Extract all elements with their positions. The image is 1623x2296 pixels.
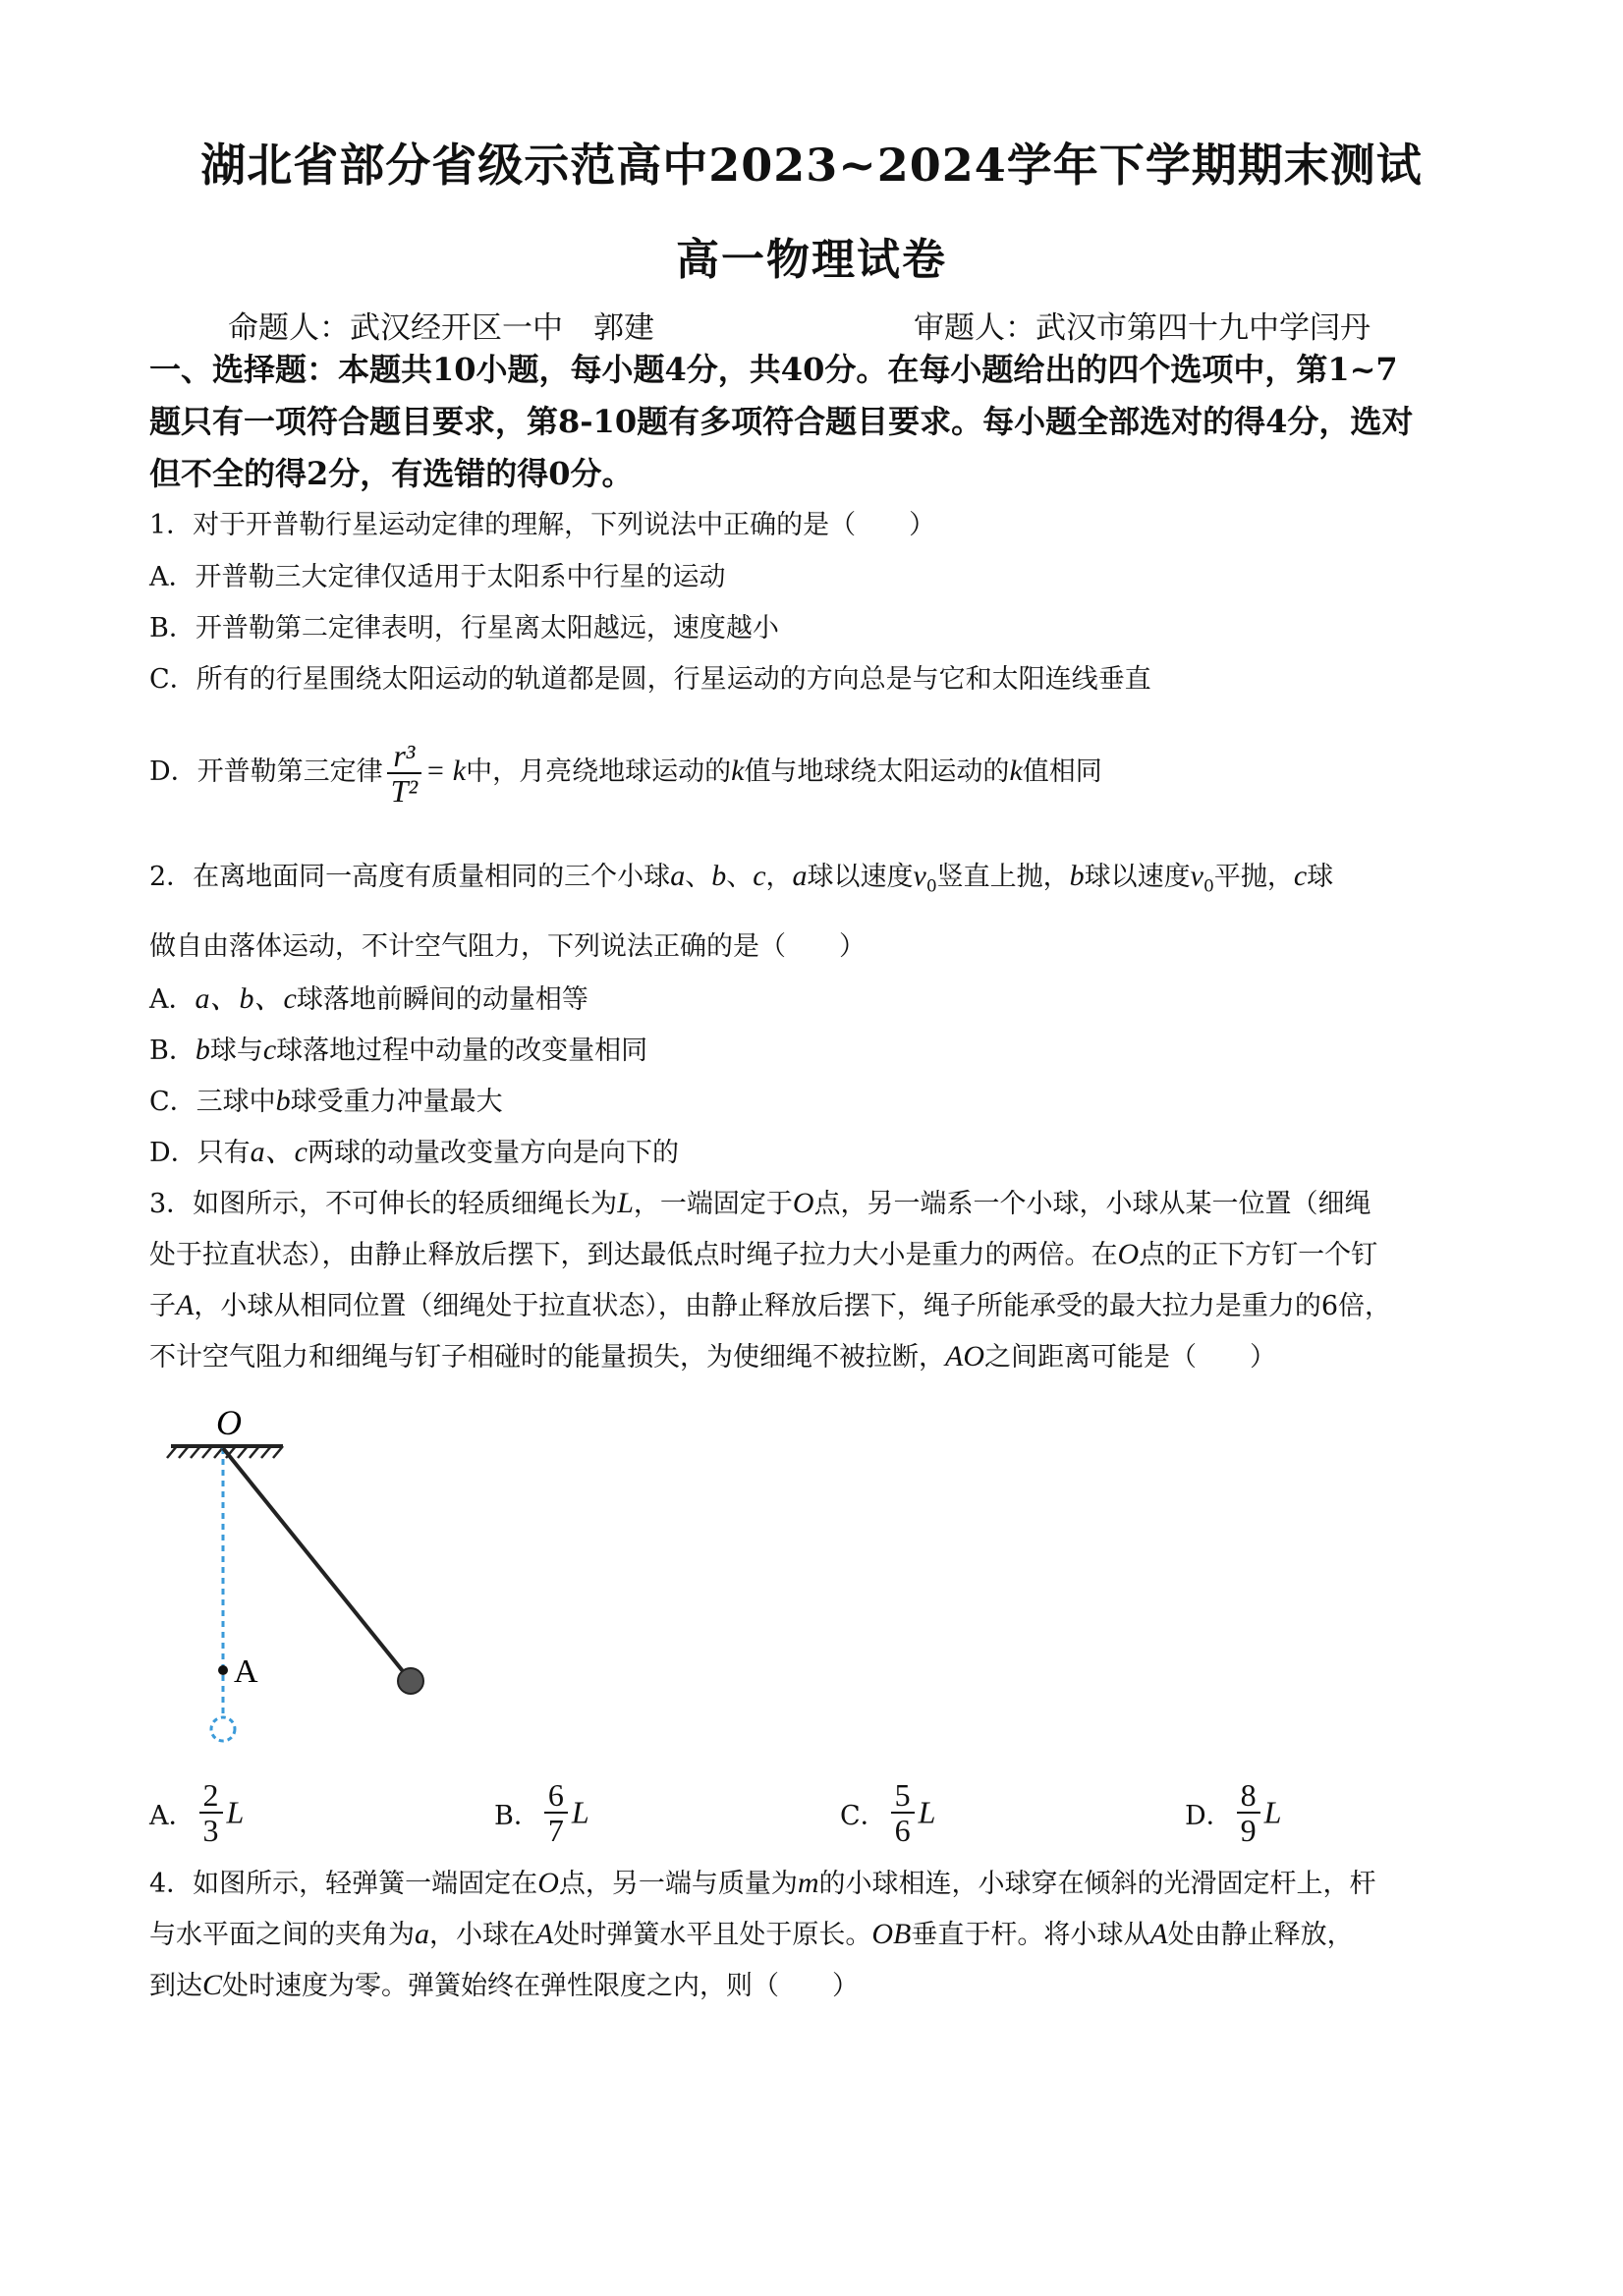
q1-option-a: A．开普勒三大定律仅适用于太阳系中行星的运动: [149, 562, 726, 592]
q2-text: 球: [1307, 862, 1334, 892]
option-text: 球落地前瞬间的动量相等: [296, 984, 588, 1015]
var-c: c: [1293, 860, 1308, 892]
var-L: L: [226, 1794, 245, 1830]
var-A: A: [535, 1918, 554, 1950]
var-A: A: [1149, 1918, 1168, 1950]
q2-text: 球以速度: [1084, 862, 1191, 892]
fraction-numerator: 5: [891, 1778, 915, 1814]
q1-option-c: C．所有的行星围绕太阳运动的轨道都是圆，行星运动的方向总是与它和太阳连线垂直: [149, 664, 1151, 695]
q3-option-a: [149, 1778, 244, 1847]
q1-stem: 1．对于开普勒行星运动定律的理解，下列说法中正确的是（ ）: [149, 510, 936, 540]
q3-text: 不计空气阻力和细绳与钉子相碰时的能量损失，为使细绳不被拉断，: [149, 1342, 945, 1372]
q4-text: ，小球在: [429, 1920, 535, 1950]
q1-option-d: [149, 727, 1102, 816]
var-L: L: [918, 1794, 936, 1830]
q4-text: 垂直于杆。将小球从: [911, 1920, 1150, 1950]
q2-sep: 、: [685, 862, 712, 892]
q1-d-end: 值相同: [1022, 756, 1102, 787]
q3-text: 点的正下方钉一个钉: [1139, 1240, 1378, 1270]
option-fraction: [199, 1778, 223, 1847]
q2-text: 平抛，: [1213, 862, 1294, 892]
instruction-line: 但不全的得2分，有选错的得0分。: [149, 455, 634, 492]
option-vars: a、b、c: [195, 982, 297, 1015]
q1-d-mid2: 值与地球绕太阳运动的: [744, 756, 1010, 787]
q2-stem-line1: [149, 857, 1333, 906]
var-b: b: [1069, 860, 1085, 892]
section-instructions: [149, 344, 1495, 500]
option-label: B．: [149, 1036, 196, 1066]
var-b: b: [711, 860, 727, 892]
q1-d-mid: 中，月亮绕地球运动的: [466, 756, 732, 787]
var-AO: AO: [945, 1340, 984, 1372]
option-label: C．: [840, 1800, 887, 1831]
subscript-0: 0: [925, 876, 937, 897]
q4-text: 处时速度为零。弹簧始终在弹性限度之内，则（ ）: [222, 1971, 860, 2001]
q3-option-d: [1185, 1778, 1281, 1847]
q3-stem-line3: [149, 1286, 1391, 1326]
q4-text: 4．如图所示，轻弹簧一端固定在: [149, 1869, 538, 1899]
var-A: A: [176, 1289, 195, 1321]
q4-text: 到达: [149, 1971, 202, 2001]
string: [223, 1448, 411, 1681]
figure-label-A: A: [234, 1653, 258, 1690]
q2-option-b: [149, 1031, 647, 1071]
q2-stem-line2: 做自由落体运动，不计空气阻力，下列说法正确的是（ ）: [149, 931, 866, 962]
option-vars: a、c: [250, 1136, 308, 1168]
q3-stem-line2: [149, 1235, 1377, 1275]
option-text: D．只有: [149, 1138, 251, 1168]
q3-text: 点，另一端系一个小球，小球从某一位置（细绳: [813, 1189, 1371, 1219]
var-m: m: [797, 1867, 819, 1899]
var-c: c: [262, 1034, 277, 1066]
var-k: k: [1009, 755, 1023, 787]
var-OB: OB: [871, 1918, 912, 1950]
var-k: k: [731, 755, 745, 787]
fraction-denominator: 3: [202, 1813, 219, 1848]
subscript-0: 0: [1203, 876, 1214, 897]
var-b: b: [275, 1085, 291, 1117]
option-label: A．: [149, 984, 196, 1015]
q2-sep: 、: [726, 862, 754, 892]
var-O: O: [792, 1187, 814, 1219]
q3-stem-line1: [149, 1184, 1371, 1224]
option-text: 球与: [209, 1036, 263, 1066]
kepler-fraction: [387, 739, 421, 808]
nail-A: [218, 1665, 228, 1675]
instruction-line: 题只有一项符合题目要求，第8-10题有多项符合题目要求。每小题全部选对的得4分，选对: [149, 403, 1414, 440]
var-alpha: a: [415, 1918, 429, 1950]
option-text: C．三球中: [149, 1087, 276, 1117]
q3-text: 3．如图所示，不可伸长的轻质细绳长为: [149, 1189, 618, 1219]
var-v: v: [1190, 860, 1203, 892]
q2-text: ，: [765, 862, 793, 892]
var-b: b: [195, 1034, 210, 1066]
option-fraction: [891, 1778, 915, 1847]
var-L: L: [571, 1794, 589, 1830]
fraction-numerator: 2: [199, 1778, 223, 1814]
q2-option-d: [149, 1133, 679, 1173]
option-fraction: [544, 1778, 568, 1847]
q1-option-b: B．开普勒第二定律表明，行星离太阳越远，速度越小: [149, 613, 779, 644]
figure-label-O: O: [216, 1403, 242, 1442]
q4-text: 与水平面之间的夹角为: [149, 1920, 415, 1950]
option-text: 球落地过程中动量的改变量相同: [276, 1036, 648, 1066]
q3-text: ，一端固定于: [633, 1189, 793, 1219]
q4-text: 处时弹簧水平且处于原长。: [553, 1920, 872, 1950]
var-O: O: [1117, 1238, 1140, 1270]
q4-stem-line1: [149, 1864, 1376, 1904]
var-C: C: [202, 1969, 223, 2001]
fraction-numerator: r³: [387, 739, 421, 774]
exam-title: 湖北省部分省级示范高中2023~2024学年下学期期末测试: [200, 139, 1423, 192]
q2-option-a: [149, 980, 588, 1020]
q4-stem-line2: [149, 1915, 1354, 1955]
option-text: 两球的动量改变量方向是向下的: [307, 1138, 679, 1168]
fraction-numerator: 6: [544, 1778, 568, 1814]
reviewer: 审题人：武汉市第四十九中学闫丹: [914, 310, 1371, 346]
var-O: O: [537, 1867, 559, 1899]
q3-option-c: [840, 1778, 935, 1847]
q4-text: 处由静止释放，: [1167, 1920, 1354, 1950]
q1-d-eq: = k: [425, 755, 467, 787]
var-a: a: [792, 860, 808, 892]
q4-text: 的小球相连，小球穿在倾斜的光滑固定杆上，杆: [818, 1869, 1376, 1899]
fraction-denominator: 9: [1240, 1813, 1257, 1848]
q2-option-c: [149, 1082, 503, 1122]
var-L: L: [617, 1187, 634, 1219]
q3-text: 之间距离可能是（ ）: [984, 1342, 1276, 1372]
option-label: B．: [494, 1800, 540, 1831]
var-v: v: [913, 860, 926, 892]
fraction-denominator: 7: [547, 1813, 564, 1848]
fraction-denominator: 6: [894, 1813, 911, 1848]
pendulum-ball: [398, 1668, 423, 1694]
q4-stem-line3: [149, 1966, 859, 2006]
option-text: 球受重力冲量最大: [290, 1087, 503, 1117]
q3-option-b: [494, 1778, 589, 1847]
var-a: a: [670, 860, 686, 892]
q3-text: 处于拉直状态），由静止释放后摆下，到达最低点时绳子拉力大小是重力的两倍。在: [149, 1240, 1118, 1270]
q2-text: 球以速度: [807, 862, 914, 892]
q3-stem-line4: [149, 1337, 1276, 1377]
var-L: L: [1263, 1794, 1282, 1830]
author: 命题人：武汉经开区一中 郭建: [228, 310, 654, 346]
option-fraction: [1237, 1778, 1260, 1847]
pendulum-figure: [157, 1395, 452, 1768]
q3-text: ，小球从相同位置（细绳处于拉直状态），由静止释放后摆下，绳子所能承受的最大拉力是重力的6倍，: [194, 1291, 1392, 1321]
fraction-denominator: T²: [390, 772, 419, 809]
author-line: [0, 303, 1623, 346]
fraction-numerator: 8: [1237, 1778, 1260, 1814]
q2-text: 2．在离地面同一高度有质量相同的三个小球: [149, 862, 671, 892]
option-label: A．: [149, 1800, 196, 1831]
option-label: D．: [1185, 1800, 1233, 1831]
q4-text: 点，另一端与质量为: [558, 1869, 798, 1899]
var-c: c: [753, 860, 766, 892]
q2-text: 竖直上抛，: [936, 862, 1070, 892]
lowest-position-dashed: [211, 1717, 235, 1741]
q3-text: 子: [149, 1291, 176, 1321]
q1-d-prefix: D．开普勒第三定律: [149, 756, 383, 787]
exam-subtitle: 高一物理试卷: [676, 235, 947, 285]
instruction-line: 一、选择题：本题共10小题，每小题4分，共40分。在每小题给出的四个选项中，第1~7: [149, 351, 1398, 388]
